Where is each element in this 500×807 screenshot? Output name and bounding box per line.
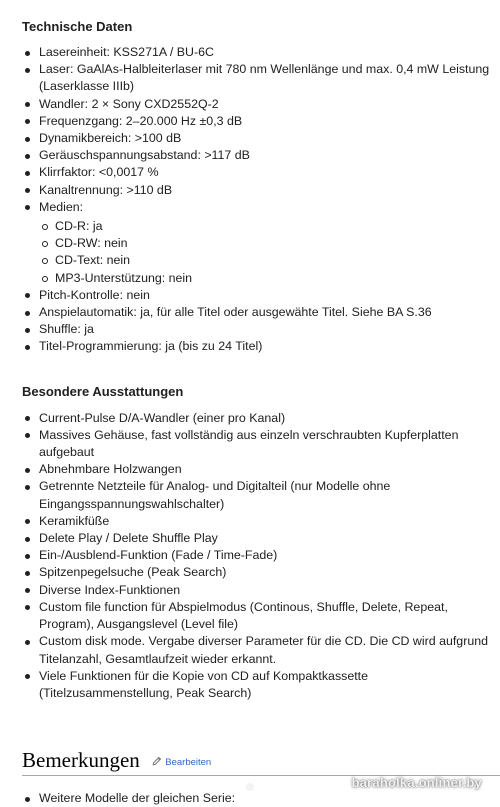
list-item: Keramikfüße <box>22 513 500 530</box>
site-watermark: baraholka.onliner.by <box>351 775 482 790</box>
list-item: Custom file function für Abspielmodus (Continous, Shuffle, Delete, Repeat, Program), Ausgangslevel (Level file) <box>22 599 500 633</box>
features-list <box>22 410 500 702</box>
list-item: Klirrfaktor: <0,0017 % <box>22 164 500 181</box>
list-item: Titel-Programmierung: ja (bis zu 24 Titel) <box>22 338 500 355</box>
list-item: Weitere Modelle der gleichen Serie: <box>22 790 239 807</box>
bemerkungen-list <box>22 790 239 807</box>
list-item: Laser: GaAlAs-Halbleiterlaser mit 780 nm Wellenlänge und max. 0,4 mW Leistung (Laserklasse IIIb) <box>22 61 500 95</box>
sub-list-item: MP3-Unterstützung: nein <box>39 270 496 287</box>
pencil-icon <box>152 756 162 766</box>
list-item: Anspielautomatik: ja, für alle Titel oder ausgewähte Titel. Siehe BA S.36 <box>22 304 500 321</box>
medien-label: Medien: <box>39 199 84 214</box>
list-item: Geräuschspannungsabstand: >117 dB <box>22 147 500 164</box>
list-item: Spitzenpegelsuche (Peak Search) <box>22 564 500 581</box>
list-item: Kanaltrennung: >110 dB <box>22 182 500 199</box>
list-item: Dynamikbereich: >100 dB <box>22 130 500 147</box>
list-item: Frequenzgang: 2–20.000 Hz ±0,3 dB <box>22 113 500 130</box>
sub-list-item: CD-Text: nein <box>39 252 496 269</box>
section-title-bemerkungen: Bemerkungen <box>22 748 140 772</box>
list-item-medien <box>22 199 500 287</box>
list-item: Ein-/Ausblend-Funktion (Fade / Time-Fade) <box>22 547 500 564</box>
scroll-indicator <box>246 783 254 791</box>
list-item: Pitch-Kontrolle: nein <box>22 287 500 304</box>
list-item: Shuffle: ja <box>22 321 500 338</box>
edit-label: Bearbeiten <box>165 757 212 768</box>
list-item: Wandler: 2 × Sony CXD2552Q-2 <box>22 96 500 113</box>
list-item: Diverse Index-Funktionen <box>22 582 500 599</box>
tech-data-list <box>22 44 500 356</box>
list-item: Lasereinheit: KSS271A / BU-6C <box>22 44 500 61</box>
section-title-technische-daten: Technische Daten <box>22 19 133 34</box>
list-item: Viele Funktionen für die Kopie von CD auf Kompaktkassette (Titelzusammenstellung, Peak Search) <box>22 668 500 702</box>
sub-list-item: CD-RW: nein <box>39 235 496 252</box>
list-item: Delete Play / Delete Shuffle Play <box>22 530 500 547</box>
list-item: Current-Pulse D/A-Wandler (einer pro Kanal) <box>22 410 500 427</box>
list-item: Abnehmbare Holzwangen <box>22 461 500 478</box>
medien-sublist <box>39 218 496 287</box>
list-item: Getrennte Netzteile für Analog- und Digitalteil (nur Modelle ohne Eingangsspannungswahlschalter) <box>22 478 500 512</box>
section-title-besondere-ausstattungen: Besondere Ausstattungen <box>22 383 184 399</box>
section-heading-bemerkungen <box>22 745 500 776</box>
list-item: Custom disk mode. Vergabe diverser Parameter für die CD. Die CD wird aufgrund Titelanzahl, Gesamtlaufzeit wieder erkannt. <box>22 633 500 667</box>
list-item: Massives Gehäuse, fast vollständig aus einzeln verschraubten Kupferplatten aufgebaut <box>22 427 500 461</box>
edit-section-link[interactable] <box>152 756 211 768</box>
sub-list-item: CD-R: ja <box>39 218 496 235</box>
